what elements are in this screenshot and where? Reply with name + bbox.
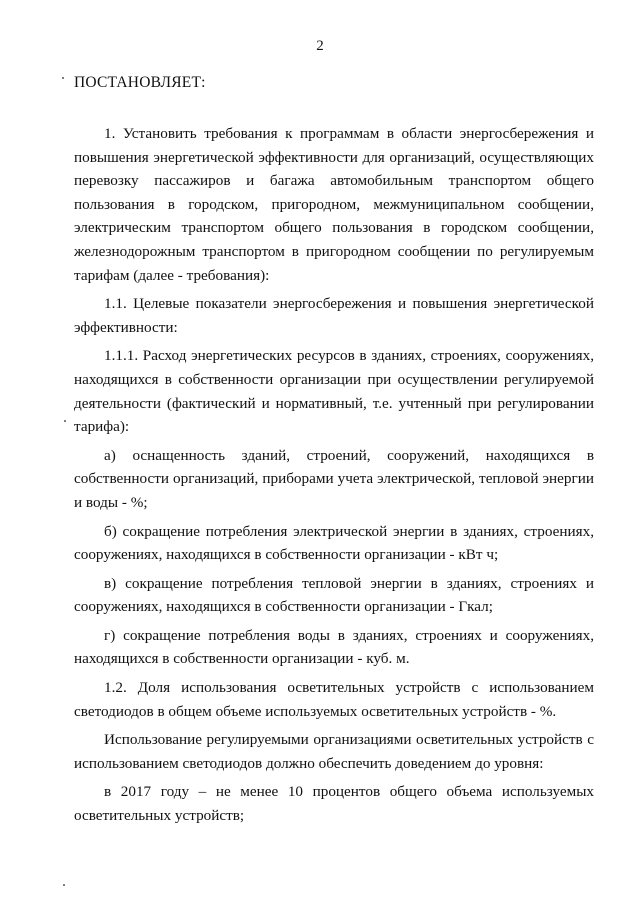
resolution-heading: ПОСТАНОВЛЯЕТ:	[74, 74, 206, 91]
paragraph-item-v: в) сокращение потребления тепловой энергии в зданиях, строениях и сооружениях, находящихся в собственности организации - Гкал;	[74, 574, 594, 616]
paragraph-1-1-1: 1.1.1. Расход энергетических ресурсов в зданиях, строениях, сооружениях, находящихся в собственности организации при осуществлении регулируемой деятельности (фактический и нормативный, т.е. учтенный при регулировании тарифа):	[74, 347, 594, 436]
paragraph-item-b: б) сокращение потребления электрической энергии в зданиях, строениях, сооружениях, находящихся в собственности организации - кВт ч;	[74, 522, 594, 564]
paragraph-item-a: а) оснащенность зданий, строений, сооружений, находящихся в собственности организаций, приборами учета электрической, тепловой энергии и воды - %;	[74, 446, 594, 511]
scan-speck	[63, 884, 65, 886]
scan-speck	[64, 420, 66, 422]
paragraph-led-usage: Использование регулируемыми организациями осветительных устройств с использованием светодиодов должно обеспечить доведением до уровня:	[74, 731, 594, 772]
paragraph-item-g: г) сокращение потребления воды в зданиях, строениях и сооружениях, находящихся в собственности организации - куб. м.	[74, 626, 594, 668]
paragraph-2017-target: в 2017 году – не менее 10 процентов общего объема используемых осветительных устройств;	[74, 783, 594, 825]
paragraph-1-2: 1.2. Доля использования осветительных устройств с использованием светодиодов в общем объеме используемых осветительных устройств - %.	[74, 679, 594, 720]
paragraph-1-1: 1.1. Целевые показатели энергосбережения и повышения энергетической эффективности:	[74, 295, 594, 336]
page-number: 2	[316, 38, 324, 54]
paragraph-1: 1. Установить требования к программам в области энергосбережения и повышения энергетической эффективности для организаций, осуществляющих перевозку пассажиров и багажа автомобильным транспортом общего пользования в городском, пригородном, межмуниципальном сообщении, электрическим транспортом общего пользования в городском сообщении, железнодорожным транспортом в пригородном сообщении по регулируемым тарифам (далее - требования):	[74, 125, 594, 284]
scan-speck	[62, 77, 64, 79]
document-body	[74, 122, 594, 828]
